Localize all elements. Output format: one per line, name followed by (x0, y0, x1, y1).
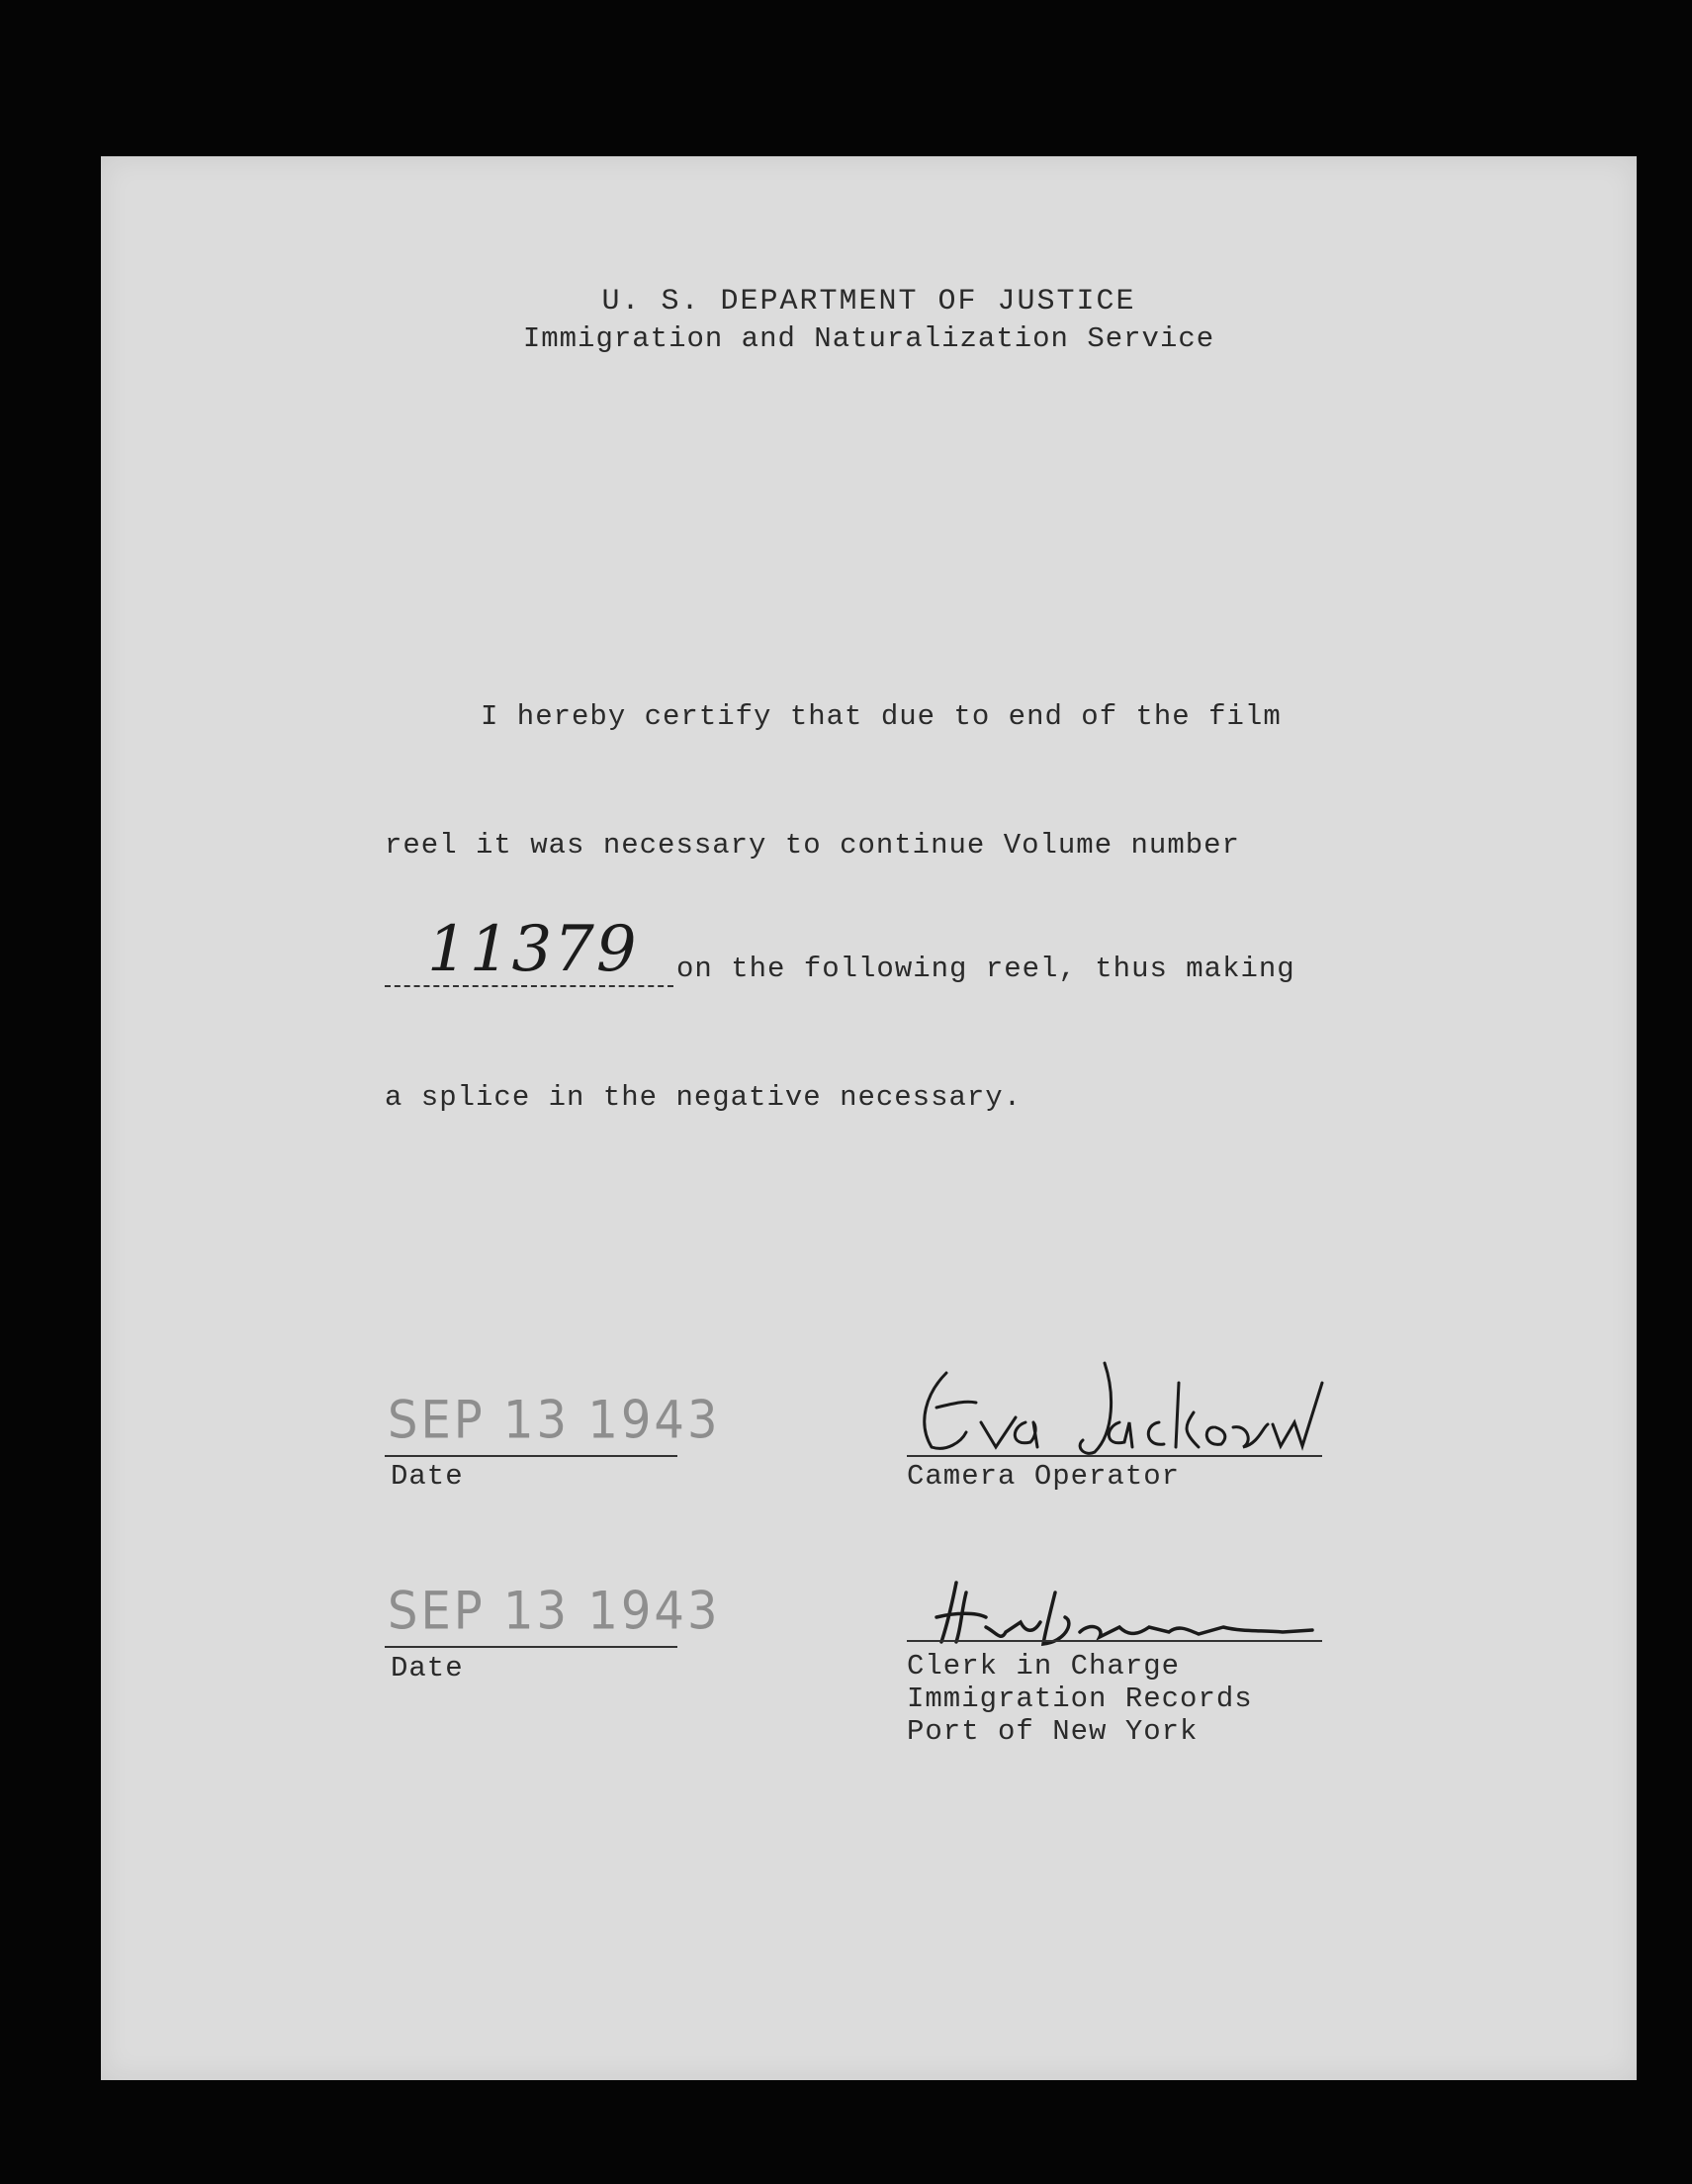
date-label-2: Date (391, 1652, 464, 1684)
volume-number-blank-line (385, 985, 673, 987)
camera-operator-signature (907, 1353, 1332, 1462)
date-line-2 (385, 1646, 677, 1648)
clerk-department: Immigration Records (907, 1683, 1253, 1715)
camera-operator-label: Camera Operator (907, 1460, 1181, 1493)
date-stamp-1: SEP 13 1943 (388, 1390, 721, 1451)
date-label-1: Date (391, 1460, 464, 1493)
document-page (101, 156, 1637, 2080)
volume-number-handwritten: 11379 (427, 913, 639, 986)
date-line-1 (385, 1455, 677, 1457)
clerk-location: Port of New York (907, 1715, 1199, 1748)
date-stamp-2: SEP 13 1943 (388, 1581, 721, 1642)
department-title: U. S. DEPARTMENT OF JUSTICE (601, 285, 1136, 318)
certification-line-2: reel it was necessary to continue Volume number (385, 829, 1240, 862)
clerk-title: Clerk in Charge (907, 1650, 1181, 1683)
certification-line-4: a splice in the negative necessary. (385, 1081, 1023, 1114)
camera-operator-line (907, 1455, 1322, 1457)
service-subtitle: Immigration and Naturalization Service (522, 322, 1215, 355)
clerk-line (907, 1640, 1322, 1642)
certification-line-1: I hereby certify that due to end of the film (481, 700, 1282, 733)
certification-line-3: on the following reel, thus making (676, 953, 1295, 985)
clerk-label (907, 1650, 1253, 1748)
